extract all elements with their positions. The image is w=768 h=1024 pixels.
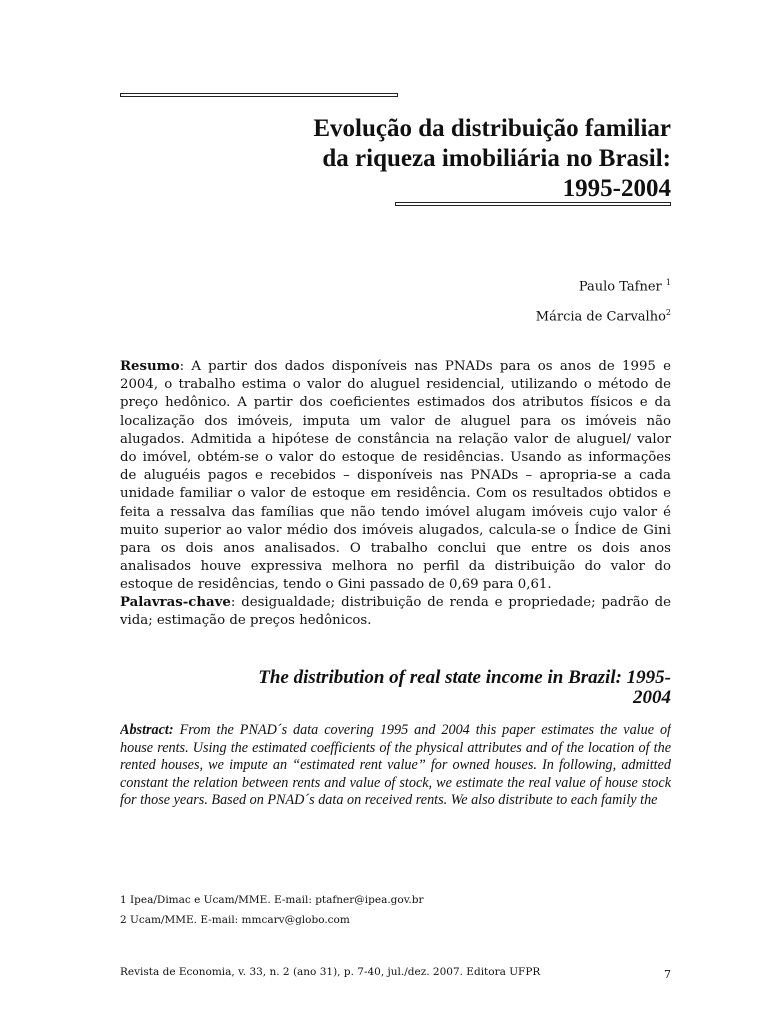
author-list	[536, 270, 671, 331]
abstract-text: From the PNAD´s data covering 1995 and 2004 this paper estimates the value of house rents. Using the estimated coefficients of the physical attributes and of the location of the rented houses, we impute an “estimated rent value” for owned houses. In following, admitted constant the relation between rents and value of stock, we estimate the real value of house stock for those years. Based on PNAD´s data on received rents. We also distribute to each family the	[120, 722, 671, 809]
journal-citation: Revista de Economia, v. 33, n. 2 (ano 31), p. 7-40, jul./dez. 2007. Editora UFPR	[120, 966, 541, 978]
title-line-1: Evolução da distribuição familiar	[313, 115, 671, 142]
footnote-2: 2 Ucam/MME. E-mail: mmcarv@globo.com	[120, 914, 350, 926]
abstract-paragraph	[120, 722, 671, 828]
resumo-paragraph	[120, 358, 671, 595]
article-title	[211, 114, 671, 204]
author-name: Paulo Tafner	[578, 279, 662, 295]
title-line-3: 1995-2004	[562, 175, 671, 202]
abstract-label: Abstract:	[120, 722, 174, 738]
title-underline-rule	[395, 202, 671, 206]
footnotes	[120, 890, 424, 930]
author-name: Márcia de Carvalho	[535, 309, 666, 325]
footnote-1: 1 Ipea/Dimac e Ucam/MME. E-mail: ptafner@ipea.gov.br	[120, 894, 424, 906]
english-title-line-2: 2004	[633, 687, 671, 708]
footnote-marker: 2	[665, 308, 671, 318]
english-title-line-1: The distribution of real state income in Brazil: 1995-	[258, 667, 671, 688]
keywords-text: : desigualdade; distribuição de renda e propriedade; padrão de vida; estimação de preços hedônicos.	[120, 595, 671, 629]
author-1	[536, 270, 671, 300]
page-number: 7	[664, 968, 671, 981]
resumo-text: : A partir dos dados disponíveis nas PNADs para os anos de 1995 e 2004, o trabalho estima o valor do aluguel residencial, utilizando o método de preço hedônico. A partir dos coeficientes estimados dos atributos físicos e da localização dos imóveis, imputa um valor de aluguel para os imóveis não alugados. Admitida a hipótese de constância na relação valor de aluguel/ valor do imóvel, obtém-se o valor do estoque de residências. Usando as informações de aluguéis pagos e recebidos – disponíveis nas PNADs – apropria-se a cada unidade familiar o valor de estoque em residência. Com os resultados obtidos e feita a ressalva das famílias que não tendo imóvel alugam imóveis cujo valor é muito superior ao valor médio dos imóveis alugados, calcula-se o Índice de Gini para os dois anos analisados. O trabalho conclui que entre os dois anos analisados houve expressiva melhora no perfil da distribuição do valor do estoque de residências, tendo o Gini passado de 0,69 para 0,61.	[120, 359, 671, 593]
resumo-label: Resumo	[120, 359, 180, 374]
author-2	[536, 300, 671, 330]
english-title	[120, 668, 671, 708]
keywords-label: Palavras-chave	[120, 595, 231, 610]
footnote-marker: 1	[665, 278, 671, 287]
top-rule	[120, 93, 398, 97]
keywords-paragraph	[120, 594, 671, 630]
title-line-2: da riqueza imobiliária no Brasil:	[322, 145, 671, 172]
